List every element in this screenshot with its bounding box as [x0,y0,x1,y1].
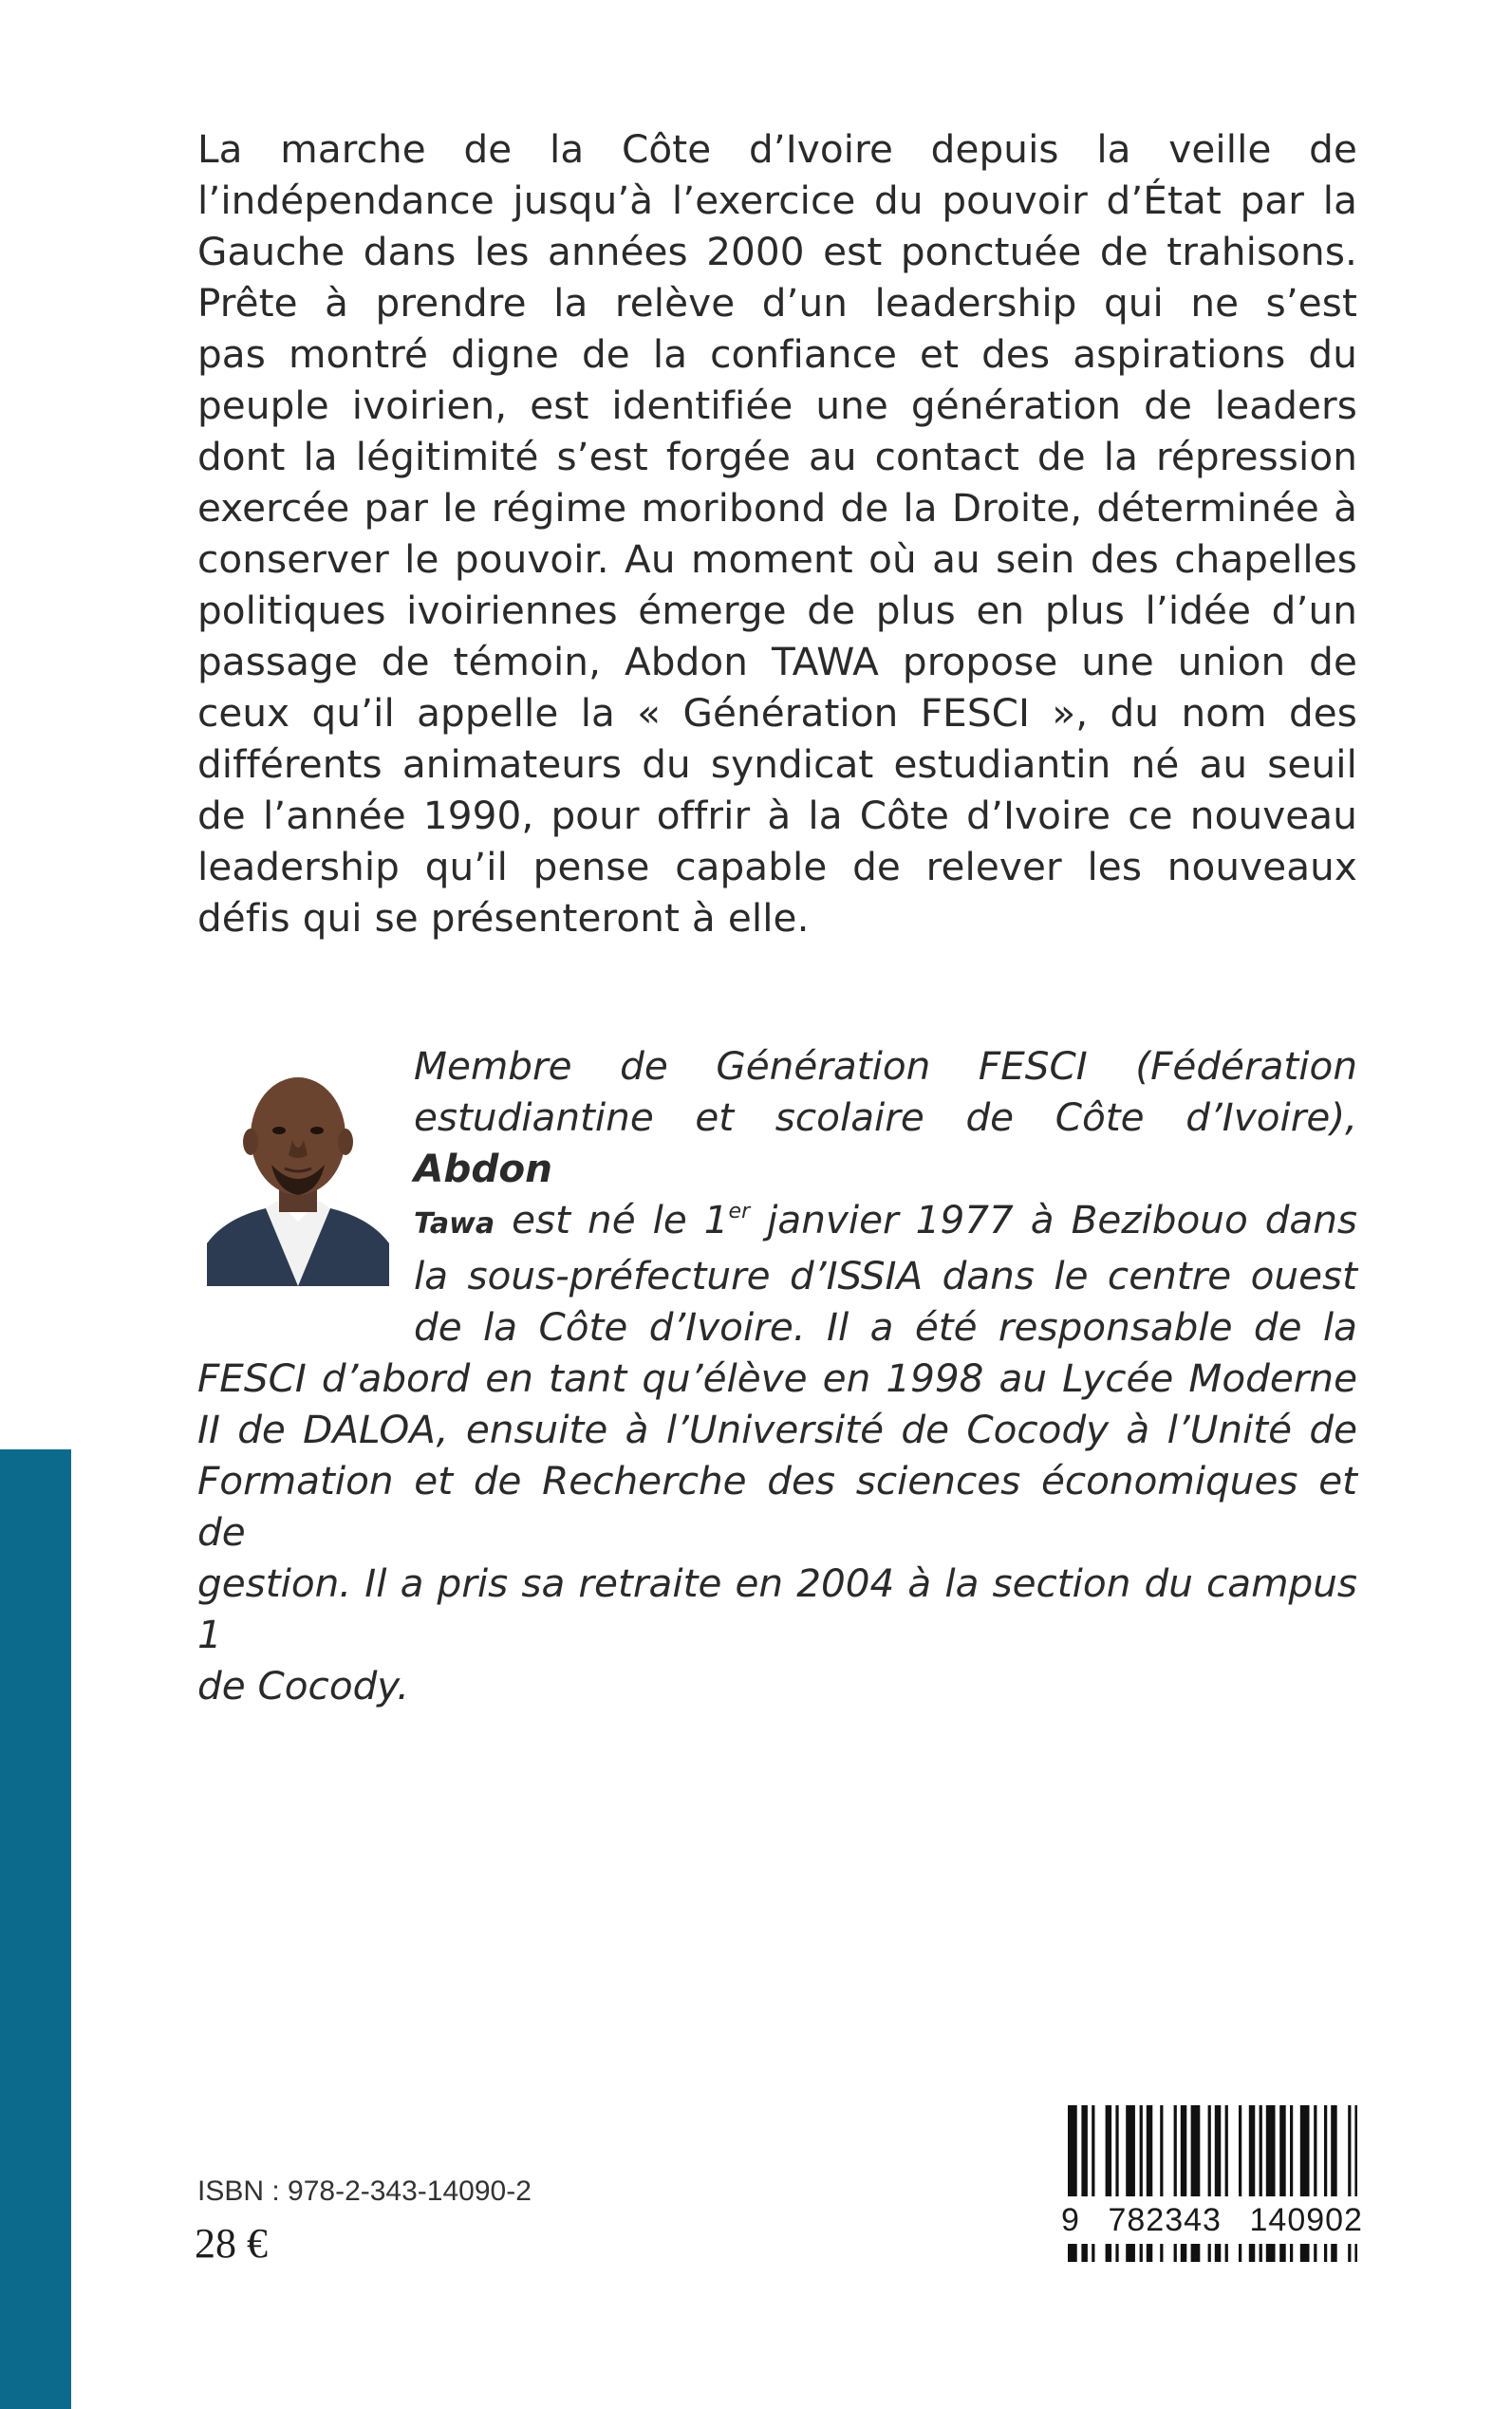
ordinal-superscript: er [728,1200,751,1223]
summary-line: La marche de la Côte d’Ivoire depuis la veille de [197,126,1357,172]
barcode-digit-group: 9 [1061,2201,1080,2238]
author-bio [197,1040,1357,1711]
summary-line: ceux qu’il appelle la « Génération FESCI », du nom des [197,690,1357,736]
bio-text: estudiantine et scolaire de Côte d’Ivoire), [414,1094,1357,1140]
summary-line: conserver le pouvoir. Au moment où au sein des chapelles [197,536,1357,582]
summary-line: l’indépendance jusqu’à l’exercice du pouvoir d’État par la [197,177,1357,223]
bio-line [197,1194,1357,1250]
summary-line: dont la légitimité s’est forgée au contact de la répression [197,434,1357,479]
summary-line: passage de témoin, Abdon TAWA propose une union de [197,639,1357,684]
bio-line: Membre de Génération FESCI (Fédération [414,1043,1357,1089]
summary-line: Gauche dans les années 2000 est ponctuée de trahisons. [197,229,1357,274]
bio-line: gestion. Il a pris sa retraite en 2004 à la section du campus 1 [197,1560,1357,1657]
bio-line [197,1092,1357,1194]
summary-line: leadership qu’il pense capable de relever les nouveaux [197,844,1357,889]
summary-line: Prête à prendre la relève d’un leadership qui ne s’est [197,280,1357,326]
summary-line: politiques ivoiriennes émerge de plus en plus l’idée d’un [197,588,1357,633]
isbn-label: ISBN : 978-2-343-14090-2 [197,2176,532,2207]
price-label: 28 € [195,2220,268,2267]
bio-line: Formation et de Recherche des sciences économiques et de [197,1458,1357,1555]
author-last-name: Tawa [414,1207,495,1241]
bio-line: de Cocody. [197,1663,410,1709]
summary-line: défis qui se présenteront à elle. [197,895,810,941]
spine-band [0,1449,71,2409]
summary-line: de l’année 1990, pour offrir à la Côte d’Ivoire ce nouveau [197,793,1357,838]
summary-line: peuple ivoirien, est identifiée une génération de leaders [197,383,1357,428]
bio-line: FESCI d’abord en tant qu’élève en 1998 au Lycée Moderne [197,1355,1357,1401]
bio-text: janvier 1977 à Bezibouo dans [767,1197,1358,1242]
summary-line: exercée par le régime moribond de la Droite, déterminée à [197,485,1357,531]
bio-line: la sous-préfecture d’ISSIA dans le centre ouest [414,1253,1357,1298]
summary-line: pas montré digne de la confiance et des aspirations du [197,331,1357,377]
barcode-digit-group: 782343 [1108,2201,1222,2238]
summary-line: différents animateurs du syndicat estudiantin né au seuil [197,741,1357,787]
barcode-digits [1061,2196,1363,2244]
bio-line: II de DALOA, ensuite à l’Université de Cocody à l’Unité de [197,1407,1357,1452]
back-cover-summary [197,123,1357,943]
bio-text: est né le 1 [512,1197,729,1242]
barcode-digit-group: 140902 [1249,2201,1363,2238]
author-first-name: Abdon [414,1146,552,1191]
bio-line: de la Côte d’Ivoire. Il a été responsable de la [414,1304,1357,1350]
